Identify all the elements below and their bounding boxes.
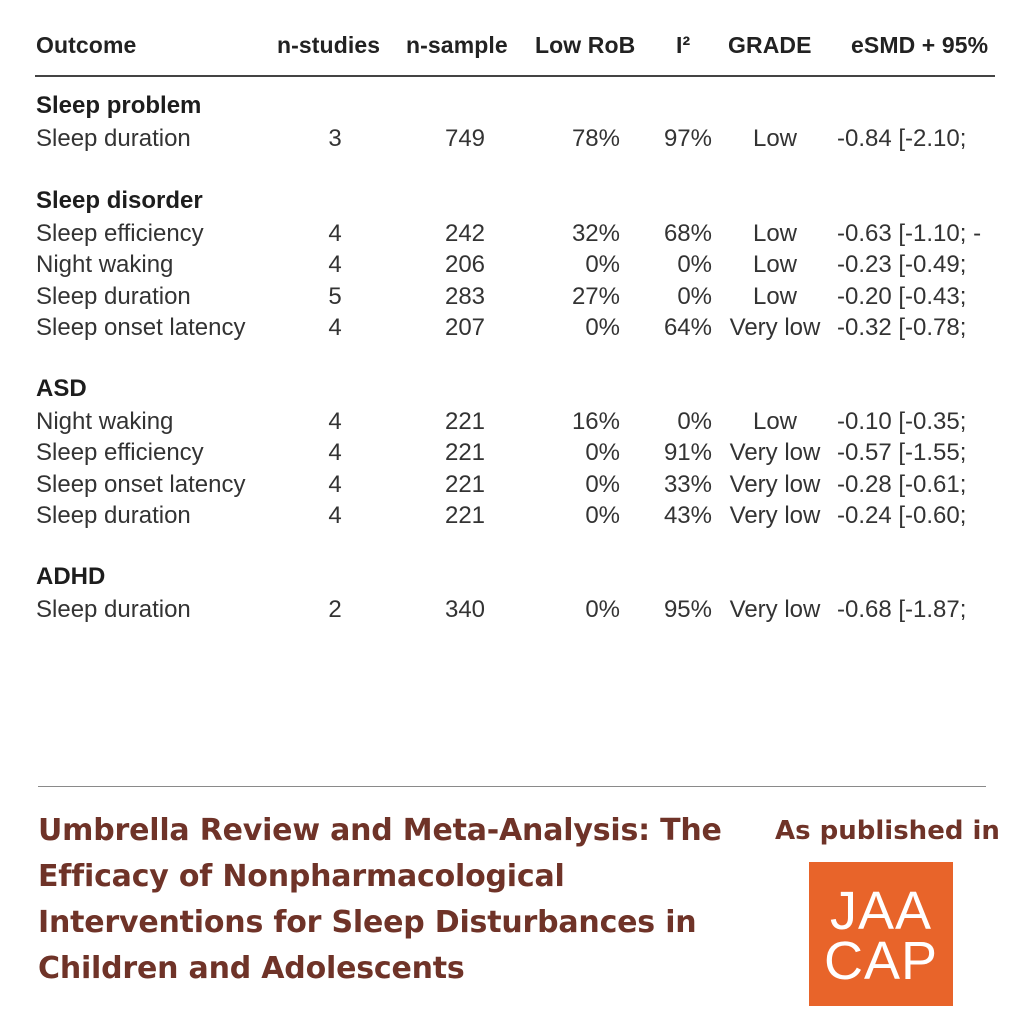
table-row (0, 438, 995, 468)
grade-cell: Low (752, 408, 798, 435)
i2-cell: 33% (663, 470, 712, 498)
n-studies-cell: 3 (328, 125, 342, 152)
n-sample-cell: 340 (444, 596, 486, 623)
low-rob-cell: 0% (585, 470, 620, 498)
n-studies-cell: 4 (328, 470, 342, 498)
n-sample-cell: 221 (444, 439, 486, 467)
n-sample-cell: 749 (444, 125, 486, 152)
low-rob-cell: 0% (585, 501, 620, 529)
i2-cell: 43% (663, 501, 712, 529)
n-sample-cell: 221 (444, 501, 486, 529)
esmd-cell: -0.23 [-0.49; (837, 251, 967, 279)
n-studies-cell: 5 (328, 282, 342, 310)
low-rob-cell: 0% (585, 313, 620, 341)
esmd-cell: -0.28 [-0.61; (837, 470, 967, 498)
n-sample-cell: 283 (444, 282, 486, 310)
esmd-cell: -0.63 [-1.10; - (837, 220, 982, 247)
i2-cell: 95% (663, 596, 712, 623)
low-rob-cell: 0% (585, 439, 620, 467)
n-studies-cell: 4 (328, 439, 342, 467)
low-rob-cell: 32% (571, 220, 620, 247)
table-row (0, 501, 995, 531)
n-studies-cell: 4 (328, 313, 342, 341)
paper-title-line: Interventions for Sleep Disturbances in (38, 905, 697, 940)
group-heading: Sleep problem (36, 92, 202, 119)
col-header-i2: I² (676, 32, 691, 58)
col-header-esmd: eSMD + 95% (851, 32, 989, 58)
esmd-cell: -0.68 [-1.87; (837, 596, 967, 623)
n-sample-cell: 206 (444, 251, 486, 279)
outcome-cell: Sleep efficiency (36, 439, 204, 467)
group-heading: Sleep disorder (36, 187, 203, 214)
grade-cell: Low (752, 220, 798, 247)
header-divider (35, 75, 995, 77)
outcome-cell: Sleep onset latency (36, 470, 246, 498)
i2-cell: 0% (677, 408, 712, 435)
journal-logo-line: CAP (823, 931, 939, 991)
paper-title (38, 808, 738, 992)
low-rob-cell: 16% (571, 408, 620, 435)
col-header-outcome: Outcome (36, 32, 137, 58)
esmd-cell: -0.20 [-0.43; (837, 282, 967, 310)
journal-logo (809, 862, 953, 1006)
col-header-n-studies: n-studies (277, 32, 381, 58)
n-studies-cell: 4 (328, 408, 342, 435)
outcome-cell: Sleep duration (36, 125, 191, 152)
grade-cell: Low (752, 251, 798, 279)
i2-cell: 97% (663, 125, 712, 152)
i2-cell: 68% (663, 220, 712, 247)
esmd-cell: -0.32 [-0.78; (837, 313, 967, 341)
grade-cell: Very low (729, 313, 821, 341)
journal-logo-line: JAA (829, 881, 933, 941)
low-rob-cell: 78% (571, 125, 620, 152)
footer-divider (38, 786, 986, 787)
outcome-cell: Night waking (36, 251, 174, 279)
grade-cell: Low (752, 282, 798, 310)
outcome-cell: Sleep duration (36, 501, 191, 529)
n-sample-cell: 221 (444, 408, 486, 435)
table-row (0, 595, 995, 625)
table-row (0, 470, 995, 500)
table-row (0, 124, 995, 154)
i2-cell: 0% (677, 282, 712, 310)
grade-cell: Very low (729, 439, 821, 467)
i2-cell: 64% (663, 313, 712, 341)
n-studies-cell: 2 (328, 596, 342, 623)
n-sample-cell: 242 (444, 220, 486, 247)
col-header-low-rob: Low RoB (535, 32, 636, 58)
n-sample-cell: 207 (444, 313, 486, 341)
esmd-cell: -0.57 [-1.55; (837, 439, 967, 467)
paper-title-line: Children and Adolescents (38, 951, 465, 986)
grade-cell: Very low (729, 501, 821, 529)
low-rob-cell: 0% (585, 596, 620, 623)
esmd-cell: -0.10 [-0.35; (837, 408, 967, 435)
outcome-cell: Sleep duration (36, 282, 191, 310)
group-heading: ASD (36, 375, 87, 402)
col-header-grade: GRADE (728, 32, 812, 58)
paper-title-line: Efficacy of Nonpharmacological (38, 859, 565, 894)
grade-cell: Low (752, 125, 798, 152)
esmd-cell: -0.24 [-0.60; (837, 501, 967, 529)
esmd-cell: -0.84 [-2.10; (837, 125, 967, 152)
paper-title-line: Umbrella Review and Meta-Analysis: The (38, 813, 722, 848)
n-studies-cell: 4 (328, 501, 342, 529)
table-row (0, 282, 995, 312)
outcome-cell: Sleep onset latency (36, 313, 246, 341)
table-row (0, 219, 995, 249)
outcome-cell: Night waking (36, 408, 174, 435)
col-header-n-sample: n-sample (406, 32, 508, 58)
i2-cell: 0% (677, 251, 712, 279)
low-rob-cell: 27% (571, 282, 620, 310)
outcome-cell: Sleep efficiency (36, 220, 204, 247)
n-studies-cell: 4 (328, 251, 342, 279)
grade-cell: Very low (729, 470, 821, 498)
published-in-label: As published in (775, 816, 1000, 846)
table-row (0, 250, 995, 280)
low-rob-cell: 0% (585, 251, 620, 279)
grade-cell: Very low (729, 596, 821, 623)
group-heading: ADHD (36, 563, 106, 590)
n-studies-cell: 4 (328, 220, 342, 247)
outcome-cell: Sleep duration (36, 596, 191, 623)
table-row (0, 313, 995, 343)
table-row (0, 407, 995, 437)
n-sample-cell: 221 (444, 470, 486, 498)
i2-cell: 91% (663, 439, 712, 467)
